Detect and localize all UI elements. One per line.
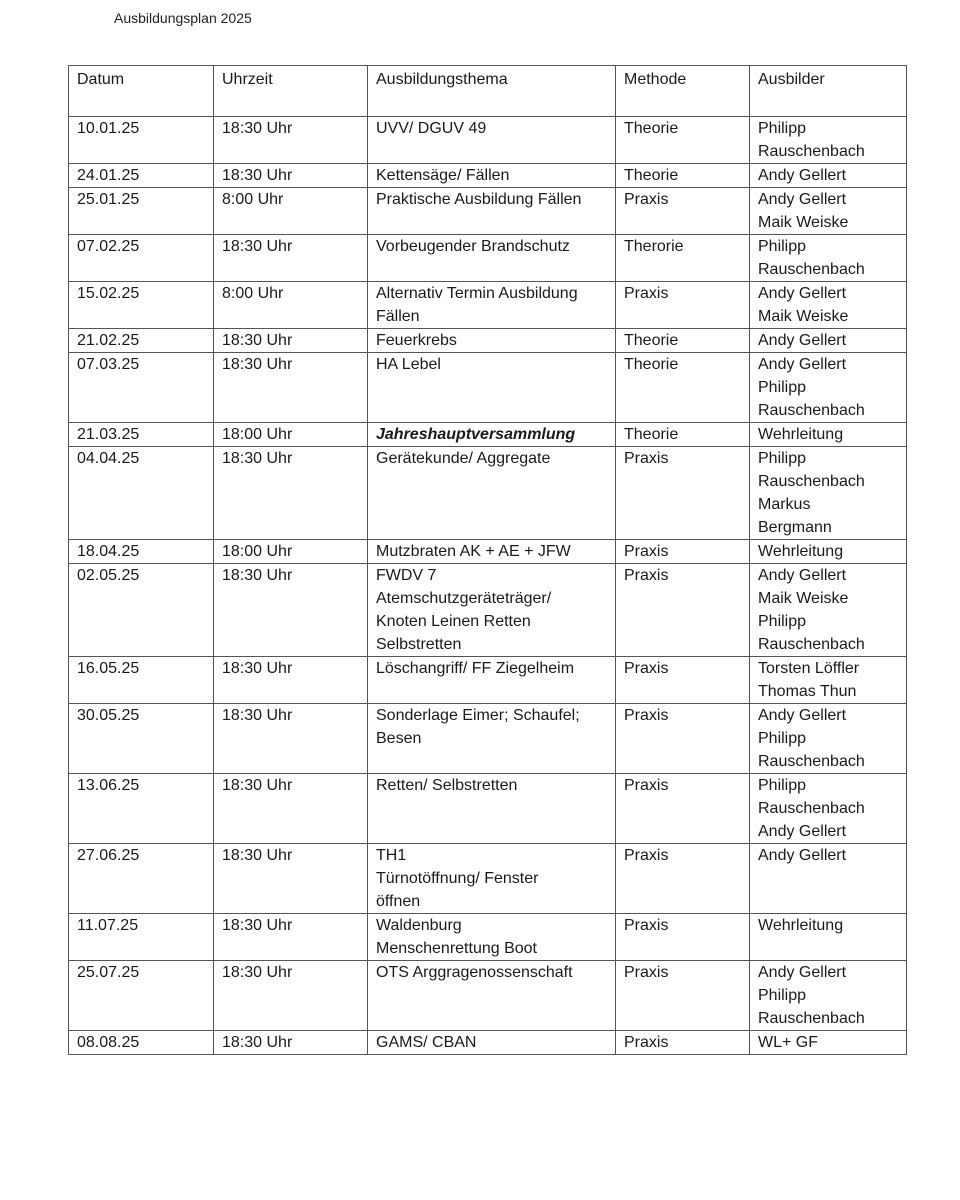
table-row (69, 774, 907, 844)
header-ausbildungsthema: Ausbildungsthema (368, 66, 616, 117)
ausbilder-cell: Andy Gellert Maik Weiske (750, 188, 907, 235)
uhrzeit-cell: 18:30 Uhr (214, 657, 368, 704)
ausbilder-cell: Philipp Rauschenbach (750, 117, 907, 164)
ausbilder-cell: Andy Gellert (750, 844, 907, 914)
table-row (69, 117, 907, 164)
uhrzeit-cell: 18:30 Uhr (214, 117, 368, 164)
datum-cell: 27.06.25 (69, 844, 214, 914)
uhrzeit-cell: 18:30 Uhr (214, 447, 368, 540)
ausbilder-cell: Andy Gellert Philipp Rauschenbach (750, 704, 907, 774)
datum-cell: 07.02.25 (69, 235, 214, 282)
ausbilder-cell: WL+ GF (750, 1031, 907, 1055)
methode-cell: Praxis (616, 657, 750, 704)
methode-cell: Praxis (616, 844, 750, 914)
methode-cell: Praxis (616, 282, 750, 329)
thema-cell: Vorbeugender Brandschutz (368, 235, 616, 282)
uhrzeit-cell: 18:30 Uhr (214, 704, 368, 774)
table-row (69, 961, 907, 1031)
datum-cell: 02.05.25 (69, 564, 214, 657)
table-row (69, 914, 907, 961)
methode-cell: Praxis (616, 704, 750, 774)
datum-cell: 15.02.25 (69, 282, 214, 329)
datum-cell: 16.05.25 (69, 657, 214, 704)
methode-cell: Praxis (616, 774, 750, 844)
table-row (69, 447, 907, 540)
thema-cell: Sonderlage Eimer; Schaufel; Besen (368, 704, 616, 774)
thema-cell: TH1 Türnotöffnung/ Fenster öffnen (368, 844, 616, 914)
thema-cell: FWDV 7 Atemschutzgeräteträger/ Knoten Leinen Retten Selbstretten (368, 564, 616, 657)
methode-cell: Praxis (616, 188, 750, 235)
ausbilder-cell: Torsten Löffler Thomas Thun (750, 657, 907, 704)
ausbilder-cell: Wehrleitung (750, 423, 907, 447)
header-ausbilder: Ausbilder (750, 66, 907, 117)
uhrzeit-cell: 18:30 Uhr (214, 844, 368, 914)
ausbilder-cell: Wehrleitung (750, 540, 907, 564)
thema-cell: UVV/ DGUV 49 (368, 117, 616, 164)
ausbilder-cell: Philipp Rauschenbach Andy Gellert (750, 774, 907, 844)
datum-cell: 18.04.25 (69, 540, 214, 564)
datum-cell: 21.03.25 (69, 423, 214, 447)
uhrzeit-cell: 18:00 Uhr (214, 540, 368, 564)
uhrzeit-cell: 8:00 Uhr (214, 188, 368, 235)
ausbilder-cell: Andy Gellert (750, 164, 907, 188)
datum-cell: 21.02.25 (69, 329, 214, 353)
datum-cell: 07.03.25 (69, 353, 214, 423)
thema-cell: GAMS/ CBAN (368, 1031, 616, 1055)
methode-cell: Theorie (616, 423, 750, 447)
datum-cell: 25.01.25 (69, 188, 214, 235)
uhrzeit-cell: 18:00 Uhr (214, 423, 368, 447)
table-row (69, 353, 907, 423)
header-methode: Methode (616, 66, 750, 117)
ausbilder-cell: Andy Gellert Philipp Rauschenbach (750, 961, 907, 1031)
table-row (69, 564, 907, 657)
ausbilder-cell: Andy Gellert Philipp Rauschenbach (750, 353, 907, 423)
ausbilder-cell: Andy Gellert (750, 329, 907, 353)
table-row (69, 1031, 907, 1055)
table-body (69, 117, 907, 1055)
ausbilder-cell: Philipp Rauschenbach Markus Bergmann (750, 447, 907, 540)
header-uhrzeit: Uhrzeit (214, 66, 368, 117)
training-plan-table (68, 65, 907, 1055)
uhrzeit-cell: 18:30 Uhr (214, 353, 368, 423)
thema-cell: Waldenburg Menschenrettung Boot (368, 914, 616, 961)
uhrzeit-cell: 18:30 Uhr (214, 564, 368, 657)
methode-cell: Praxis (616, 1031, 750, 1055)
datum-cell: 30.05.25 (69, 704, 214, 774)
thema-cell: HA Lebel (368, 353, 616, 423)
table-row (69, 164, 907, 188)
thema-cell: Kettensäge/ Fällen (368, 164, 616, 188)
thema-cell: Löschangriff/ FF Ziegelheim (368, 657, 616, 704)
uhrzeit-cell: 18:30 Uhr (214, 961, 368, 1031)
datum-cell: 24.01.25 (69, 164, 214, 188)
thema-cell: Praktische Ausbildung Fällen (368, 188, 616, 235)
thema-cell: Alternativ Termin Ausbildung Fällen (368, 282, 616, 329)
methode-cell: Praxis (616, 564, 750, 657)
uhrzeit-cell: 18:30 Uhr (214, 164, 368, 188)
thema-cell: Feuerkrebs (368, 329, 616, 353)
methode-cell: Theorie (616, 329, 750, 353)
methode-cell: Therorie (616, 235, 750, 282)
datum-cell: 08.08.25 (69, 1031, 214, 1055)
methode-cell: Theorie (616, 353, 750, 423)
methode-cell: Praxis (616, 914, 750, 961)
thema-cell: Mutzbraten AK + AE + JFW (368, 540, 616, 564)
datum-cell: 10.01.25 (69, 117, 214, 164)
datum-cell: 04.04.25 (69, 447, 214, 540)
methode-cell: Praxis (616, 961, 750, 1031)
uhrzeit-cell: 18:30 Uhr (214, 329, 368, 353)
table-row (69, 282, 907, 329)
table-row (69, 704, 907, 774)
table-row (69, 423, 907, 447)
thema-cell: Jahreshauptversammlung (368, 423, 616, 447)
table-row (69, 540, 907, 564)
uhrzeit-cell: 18:30 Uhr (214, 1031, 368, 1055)
table-row (69, 188, 907, 235)
ausbilder-cell: Wehrleitung (750, 914, 907, 961)
datum-cell: 11.07.25 (69, 914, 214, 961)
uhrzeit-cell: 18:30 Uhr (214, 774, 368, 844)
header-datum: Datum (69, 66, 214, 117)
uhrzeit-cell: 8:00 Uhr (214, 282, 368, 329)
methode-cell: Theorie (616, 117, 750, 164)
thema-cell: Gerätekunde/ Aggregate (368, 447, 616, 540)
table-header-row (69, 66, 907, 117)
datum-cell: 25.07.25 (69, 961, 214, 1031)
ausbilder-cell: Andy Gellert Maik Weiske Philipp Rauschenbach (750, 564, 907, 657)
table-row (69, 657, 907, 704)
table-row (69, 235, 907, 282)
methode-cell: Theorie (616, 164, 750, 188)
document-title: Ausbildungsplan 2025 (114, 10, 252, 26)
table-row (69, 844, 907, 914)
thema-cell: Retten/ Selbstretten (368, 774, 616, 844)
ausbilder-cell: Philipp Rauschenbach (750, 235, 907, 282)
table-row (69, 329, 907, 353)
datum-cell: 13.06.25 (69, 774, 214, 844)
methode-cell: Praxis (616, 447, 750, 540)
uhrzeit-cell: 18:30 Uhr (214, 235, 368, 282)
ausbilder-cell: Andy Gellert Maik Weiske (750, 282, 907, 329)
methode-cell: Praxis (616, 540, 750, 564)
uhrzeit-cell: 18:30 Uhr (214, 914, 368, 961)
thema-cell: OTS Arggragenossenschaft (368, 961, 616, 1031)
